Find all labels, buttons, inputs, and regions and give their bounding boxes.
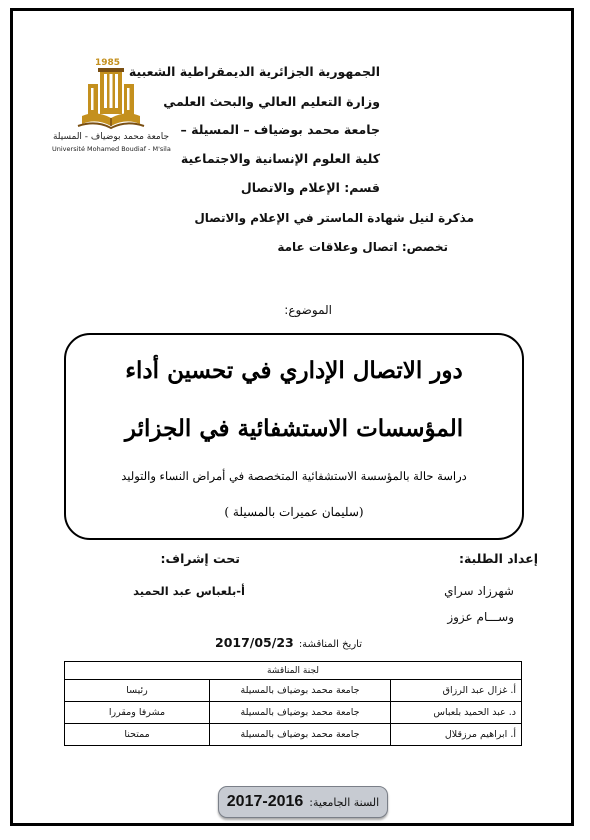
department-line: قسم: الإعلام والاتصال [240,180,380,195]
country-line: الجمهورية الجزائرية الديمقراطية الشعبية [128,64,380,79]
case-study-line: دراسة حالة بالمؤسسة الاستشفائية المتخصصة في أمراض النساء والتوليد [121,469,467,483]
member-name: د. عبد الحميد بلعباس [391,702,522,724]
academic-year-badge [218,786,388,818]
member-role: مشرفا ومقررا [65,702,210,724]
member-name: أ. غزال عبد الرزاق [391,680,522,702]
student-name-2: وســـام عزوز [447,610,514,624]
ministry-line: وزارة التعليم العالي والبحث العلمي [163,94,380,109]
case-location-line: (سليمان عميرات بالمسيلة ) [224,505,364,519]
table-row [65,702,522,724]
supervisor-name: أ-بلعباس عبد الحميد [133,584,245,598]
defense-date-value: 2017/05/23 [215,635,294,650]
member-university: جامعة محمد بوضياف بالمسيلة [210,680,391,702]
member-university: جامعة محمد بوضياف بالمسيلة [210,724,391,746]
book-tower-emblem-icon [52,58,170,132]
logo-year: 1985 [95,58,121,68]
member-university: جامعة محمد بوضياف بالمسيلة [210,702,391,724]
committee-table [64,661,522,746]
member-name: أ. ابراهيم مرزقلال [391,724,522,746]
committee-caption: لجنة المناقشة [65,662,522,680]
member-role: ممتحنا [65,724,210,746]
supervisor-label: تحت إشراف: [160,551,240,566]
title-box [64,333,524,540]
academic-year-value: 2017-2016 [226,793,304,810]
university-logo [52,58,170,160]
subject-label: الموضوع: [284,303,332,317]
degree-line: مذكرة لنيل شهادة الماستر في الإعلام والاتصال [194,211,474,225]
defense-date-row [215,632,362,651]
title-line-1: دور الاتصال الإداري في تحسين أداء [125,357,463,384]
table-row [65,724,522,746]
member-role: رئيسا [65,680,210,702]
student-name-1: شهرزاد سراي [444,584,514,598]
defense-date-label: تاريخ المناقشة: [298,639,362,650]
university-line: جامعة محمد بوضياف – المسيلة – [180,122,380,137]
faculty-line: كلية العلوم الإنسانية والاجتماعية [180,151,380,166]
title-line-2: المؤسسات الاستشفائية في الجزائر [124,415,464,442]
students-label: إعداد الطلبة: [458,551,538,566]
table-row [65,680,522,702]
logo-caption-arabic: جامعة محمد بوضياف - المسيلة [52,132,170,142]
academic-year-label: السنة الجامعية: [309,795,380,809]
specialty-line: تخصص: اتصال وعلاقات عامة [277,240,448,254]
logo-caption-french: Université Mohamed Boudiaf - M'sila [52,145,171,153]
